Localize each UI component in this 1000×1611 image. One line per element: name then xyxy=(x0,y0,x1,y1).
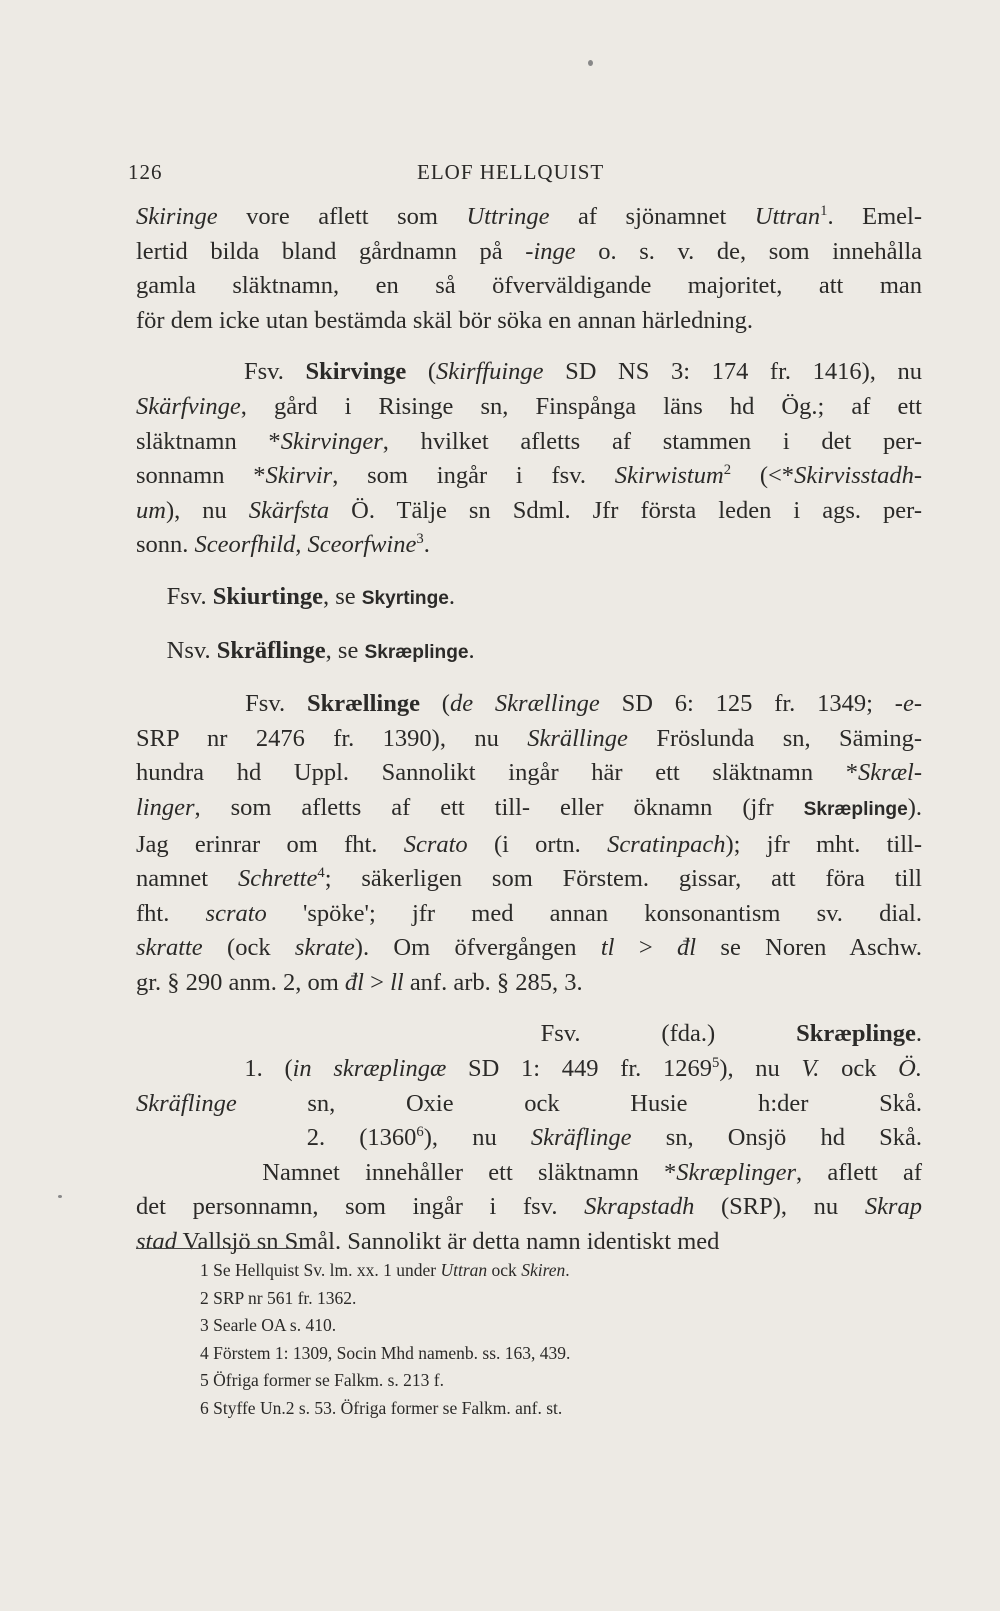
text-run: ); jfr mht. till- xyxy=(725,830,923,858)
text-line xyxy=(136,1225,922,1260)
text-run: , gård i Risinge sn, Finspånga läns hd Ög.; af ett xyxy=(240,392,922,420)
text-run: för dem icke utan bestämda skäl bör söka en annan härledning. xyxy=(136,306,754,334)
footnote xyxy=(200,1285,900,1313)
text-line xyxy=(136,459,922,494)
text-run: Skræplinge xyxy=(803,798,908,820)
text-run: ( xyxy=(406,358,437,386)
text-run: tl xyxy=(600,934,615,962)
text-run: Jag erinrar om fht. xyxy=(136,830,404,858)
paragraph xyxy=(136,687,922,1000)
text-run: 2. (1360 xyxy=(136,1124,417,1152)
text-run: det personnamn, som ingår i fsv. xyxy=(136,1193,585,1221)
footnote-ref: 3 xyxy=(416,531,424,548)
text-run: o. s. v. de, som innehålla xyxy=(575,237,923,265)
text-run: . xyxy=(565,1260,570,1280)
text-line xyxy=(136,862,922,897)
text-run: Skiringe xyxy=(136,203,218,230)
text-run: , som ingår i fsv. xyxy=(332,462,615,490)
text-run: skrate xyxy=(294,934,355,962)
text-run: Skirvisstadh- xyxy=(794,462,922,490)
text-run: Skräflinge xyxy=(136,1089,237,1117)
text-run: Skiurtinge xyxy=(212,582,323,610)
text-run: ock xyxy=(819,1055,899,1083)
text-run: Ö. xyxy=(898,1055,922,1083)
text-line xyxy=(136,828,922,863)
footnote xyxy=(200,1257,900,1285)
text-run: 4 Förstem 1: 1309, Socin Mhd namenb. ss. 163, 439. xyxy=(200,1342,571,1363)
text-run: ). Om öfvergången xyxy=(354,934,601,962)
paragraph xyxy=(136,1017,922,1259)
text-run: Skræl- xyxy=(858,759,922,787)
text-line xyxy=(136,1121,922,1156)
text-line xyxy=(136,235,922,270)
text-run: (ock xyxy=(202,934,295,962)
text-run: 3 Searle OA s. 410. xyxy=(200,1315,337,1336)
text-run: Ö. Tälje sn Sdml. Jfr första leden i ags. per- xyxy=(329,496,922,524)
text-run: Uttringe xyxy=(466,203,550,230)
text-run: släktnamn * xyxy=(136,427,281,455)
text-line xyxy=(136,791,922,828)
text-run: Fröslunda sn, Säming- xyxy=(627,724,922,752)
text-run: sn, Oxie ock Husie h:der Skå. xyxy=(236,1089,922,1117)
text-run: (SRP), nu xyxy=(694,1193,865,1221)
text-run: Skärfvinge xyxy=(136,392,241,420)
footnote xyxy=(200,1367,900,1395)
text-run: V. xyxy=(801,1055,820,1083)
text-run: SRP nr 2476 fr. 1390), nu xyxy=(136,724,528,752)
text-run: Skirwistum xyxy=(614,462,724,490)
text-run: Skräflinge xyxy=(530,1124,632,1152)
text-run: vore aflett som xyxy=(217,203,467,230)
footnote xyxy=(200,1395,900,1423)
text-run: lertid bilda bland gårdnamn på xyxy=(136,237,526,265)
text-run: gamla släktnamn, en så öfverväldigande majoritet, att man xyxy=(136,272,922,300)
text-run: Skirffuinge xyxy=(436,358,544,386)
text-run: . xyxy=(448,582,455,610)
footnote xyxy=(200,1340,900,1368)
footnote-ref: 6 xyxy=(416,1124,424,1141)
text-run: sonnamn * xyxy=(136,462,266,490)
text-run: ), nu xyxy=(423,1124,531,1152)
text-run: ( xyxy=(419,690,450,718)
text-line xyxy=(136,580,922,617)
text-run: Skræplinge xyxy=(796,1020,916,1048)
text-run: SD NS 3: 174 fr. 1416), nu xyxy=(543,358,922,386)
text-run: Skrap xyxy=(864,1193,922,1221)
text-line xyxy=(136,966,922,1001)
text-run: 'spöke'; jfr med annan konsonantism sv. dial. xyxy=(266,899,922,927)
text-run: (<* xyxy=(731,462,795,490)
footnote-ref: 2 xyxy=(723,462,732,478)
text-run: , som afletts af ett till- eller öknamn (jfr xyxy=(194,793,804,821)
page-header xyxy=(128,160,888,190)
text-run: Nsv. xyxy=(136,636,217,664)
text-run: sn, Onsjö hd Skå. xyxy=(631,1124,922,1152)
text-run: Skræplinger xyxy=(676,1158,796,1186)
text-run: 5 Öfriga former se Falkm. s. 213 f. xyxy=(200,1370,444,1391)
text-run: Sceorfhild, Sceorfwine xyxy=(194,531,417,559)
text-run: -e- xyxy=(894,690,922,718)
text-run: Skiren xyxy=(521,1260,566,1280)
text-run: sonn. xyxy=(136,531,195,559)
text-run: linger xyxy=(136,793,195,821)
text-run: scrato xyxy=(205,899,267,927)
text-run: Fsv. xyxy=(136,358,306,386)
scan-speck xyxy=(588,60,593,66)
text-line xyxy=(136,1087,922,1122)
text-line xyxy=(136,756,922,791)
text-run: . xyxy=(468,636,475,664)
text-run: 2 SRP nr 561 fr. 1362. xyxy=(200,1287,357,1308)
text-line xyxy=(136,494,922,529)
text-run: Skrällinge xyxy=(527,724,628,752)
text-run: 1 Se Hellquist Sv. lm. xx. 1 under xyxy=(200,1260,441,1280)
text-run: Skyrtinge xyxy=(361,587,449,609)
text-run: Vallsjö sn Smål. Sannolikt är detta namn identiskt med xyxy=(176,1228,720,1256)
text-run: . xyxy=(915,1020,922,1048)
text-run: namnet xyxy=(136,865,238,893)
paragraph-gap xyxy=(136,670,922,687)
text-run: Scratinpach xyxy=(607,830,726,858)
text-line xyxy=(136,722,922,757)
footnote-ref: 4 xyxy=(317,864,325,881)
page-number: 126 xyxy=(128,160,163,184)
text-line xyxy=(136,304,922,339)
text-line xyxy=(136,634,922,671)
text-line xyxy=(136,425,922,460)
text-run: . xyxy=(423,531,430,559)
text-line xyxy=(136,687,922,722)
text-run: Uttran xyxy=(754,203,821,230)
paragraph-gap xyxy=(136,338,922,355)
text-run: ), nu xyxy=(165,496,249,524)
footnote-ref: 1 xyxy=(820,202,828,219)
text-line xyxy=(136,269,922,304)
text-run: đl xyxy=(677,934,697,962)
text-run: 1. ( xyxy=(136,1055,293,1083)
text-run: ). xyxy=(907,793,922,821)
text-line xyxy=(136,931,922,966)
text-run: Schrette xyxy=(237,865,318,893)
text-run: Uttran xyxy=(440,1260,488,1280)
text-line xyxy=(136,355,922,390)
text-line xyxy=(136,200,922,235)
footnote-ref: 5 xyxy=(711,1054,720,1071)
text-run: Skrapstadh xyxy=(584,1193,695,1221)
text-run: um xyxy=(136,496,166,524)
paragraph xyxy=(136,634,922,671)
text-run: -inge xyxy=(525,237,576,265)
text-run: Skirvinger xyxy=(280,427,383,455)
text-run: Scrato xyxy=(403,830,468,858)
text-run: skratte xyxy=(136,934,203,962)
text-run: fht. xyxy=(136,899,206,927)
text-run: ), nu xyxy=(719,1055,802,1083)
text-run: , aflett af xyxy=(796,1158,922,1186)
text-run: Skräflinge xyxy=(216,636,326,664)
footnotes xyxy=(200,1257,900,1423)
text-run: 6 Styffe Un.2 s. 53. Öfriga former se Falkm. anf. st. xyxy=(200,1397,563,1418)
paragraph xyxy=(136,580,922,617)
scan-speck xyxy=(58,1195,62,1198)
text-run: se Noren Aschw. xyxy=(696,934,922,962)
paragraph-gap xyxy=(136,617,922,634)
text-run: > xyxy=(614,934,678,962)
text-run: , se xyxy=(325,636,365,664)
text-run: in skræplingæ xyxy=(292,1055,447,1083)
text-run: Fsv. (fda.) xyxy=(136,1020,797,1048)
text-run: Fsv. xyxy=(136,690,307,718)
text-run: Skrællinge xyxy=(306,690,420,718)
text-run: Skärfsta xyxy=(248,496,330,524)
text-run: (i ortn. xyxy=(467,830,608,858)
text-line xyxy=(136,1156,922,1191)
paragraph xyxy=(136,200,922,338)
text-run: ock xyxy=(487,1260,522,1280)
footnote-divider xyxy=(136,1248,306,1249)
text-line xyxy=(136,897,922,932)
text-run: anf. arb. § 285, 3. xyxy=(403,968,583,996)
paragraph xyxy=(136,355,922,563)
text-line xyxy=(136,1017,922,1052)
text-run: SD 6: 125 fr. 1349; xyxy=(599,690,895,718)
text-run: ll xyxy=(390,968,404,996)
text-run: ; säkerligen som Förstem. gissar, att föra till xyxy=(324,865,922,893)
text-run: de Skrællinge xyxy=(449,690,600,718)
paragraph-gap xyxy=(136,1000,922,1017)
footnote xyxy=(200,1312,900,1340)
text-line xyxy=(136,390,922,425)
text-run: Skirvir xyxy=(265,462,333,490)
text-run: stad xyxy=(136,1228,177,1256)
text-run: Skirvinge xyxy=(305,358,407,386)
text-run: , se xyxy=(322,582,362,610)
body-text xyxy=(136,200,922,1260)
text-run: hundra hd Uppl. Sannolikt ingår här ett släktnamn * xyxy=(136,759,859,787)
text-run: Skræplinge xyxy=(364,641,469,663)
text-run: . Emel- xyxy=(827,203,922,230)
text-line xyxy=(136,1052,922,1087)
text-run: SD 1: 449 fr. 1269 xyxy=(446,1055,712,1083)
text-run: , hvilket afletts af stammen i det per- xyxy=(382,427,922,455)
text-run: đl xyxy=(344,968,364,996)
text-run: gr. § 290 anm. 2, om xyxy=(136,968,345,996)
text-run: Namnet innehåller ett släktnamn * xyxy=(136,1158,677,1186)
text-run: Fsv. xyxy=(136,582,213,610)
text-run: af sjönamnet xyxy=(549,203,755,230)
running-title: ELOF HELLQUIST xyxy=(417,160,605,184)
text-line xyxy=(136,528,922,563)
paragraph-gap xyxy=(136,563,922,580)
text-line xyxy=(136,1190,922,1225)
text-run: > xyxy=(363,968,391,996)
